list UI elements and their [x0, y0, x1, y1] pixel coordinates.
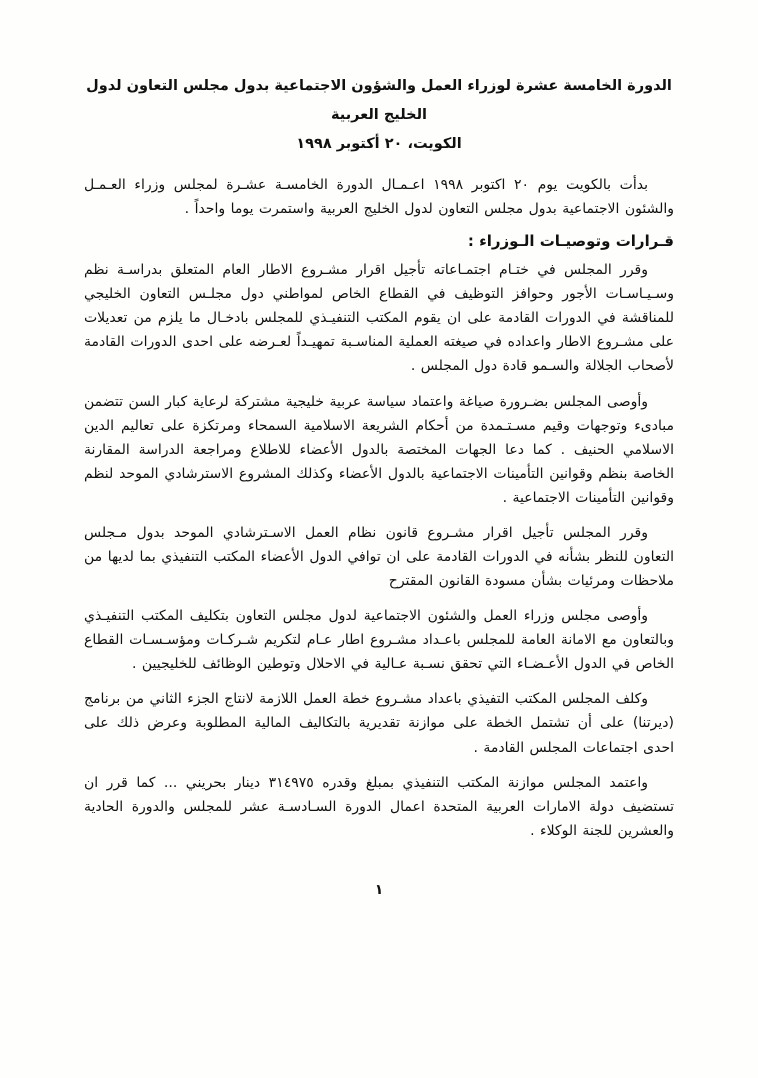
intro-paragraph: بدأت بالكويت يوم ٢٠ اكتوبر ١٩٩٨ اعـمـال الدورة الخامسـة عشـرة لمجلس وزراء العـمـل والشئون الاجتماعية بدول مجلس التعاون لدول الخليج العربية واستمرت يوما واحداً . — [84, 177, 674, 218]
title-line-1: الدورة الخامسة عشرة لوزراء العمل والشؤون الاجتماعية بدول مجلس التعاون لدول الخليج العربية — [86, 78, 672, 123]
body-paragraph-4: وأوصى مجلس وزراء العمل والشئون الاجتماعية لدول مجلس التعاون بتكليف المكتب التنفيـذي وبالتعاون مع الامانة العامة للمجلس باعـداد مشـروع اطار عـام لتكريم شـركـات ومؤسـسـات القطاع الخاص في الدول الأعـضـاء التي تحقق نسـبة عـالية في الاحلال وتوطين الوظائف للخليجيين . — [84, 608, 674, 673]
body-paragraph-5: وكلف المجلس المكتب التفيذي باعداد مشـروع خطة العمل اللازمة لانتاج الجزء الثاني من برنامج (ديرتنا) على أن تشتمل الخطة على موازنة تقديرية بالتكاليف المالية المطلوبة وعرض ذلك على احدى اجتماعات المجلس القادمة . — [84, 691, 674, 756]
body-paragraph-2: وأوصى المجلس بضـرورة صياغة واعتماد سياسة عربية خليجية مشتركة لرعاية كبار السن تتضمن مبادىء وتوجهات وقيم مسـتـمدة من أحكام الشريعة الاسلامية السمحاء ومرتكزة على تعاليم الدين الاسلامي الحنيف . كما دعا الجهات المختصة بالدول الأعضاء للاطلاع ومراجعة الدراسة المقارنة الخاصة بنظم وقوانين التأمينات الاجتماعية بالدول الأعضاء وكذلك المشروع الاسترشادي الموحد لنظم وقوانين التأمينات الاجتماعية . — [84, 393, 674, 506]
body-paragraph-1: وقرر المجلس في ختـام اجتمـاعاته تأجيل اقرار مشـروع الاطار العام المتعلق بدراسـة نظم وسـيـاسـات الأجور وحوافز التوظيف في القطاع الخاص لمواطني دول مجلـس التعاون الخليجي للمناقشة في الدورات القادمة على ان يقوم المكتب التنفيـذي للمجلس بادخـال ما يلزم من تعديلات على مشـروع الاطار واعداده في صيغته العملية المناسـبة تمهيـداً لعـرضه على احدى الدورات القادمة لأصحاب الجلالة والسـمو قادة دول المجلس . — [84, 262, 674, 375]
page-number: ١ — [374, 882, 384, 898]
document-title — [84, 72, 674, 159]
body-paragraph-3: وقرر المجلس تأجيل اقرار مشـروع قانون نظام العمل الاسـترشادي الموحد بدول مـجلس التعاون للنظر بشأنه في الدورات القادمة على ان توافي الدول الأعضاء المكتب التنفيذي بما لديها من ملاحظات ومرئيات بشأن مسودة القانون المقترح — [84, 524, 674, 590]
title-line-2: الكويت، ٢٠ أكتوبر ١٩٩٨ — [296, 136, 462, 152]
section-heading: قـرارات وتوصيـات الـوزراء : — [467, 232, 674, 251]
body-paragraph-6: واعتمد المجلس موازنة المكتب التنفيذي بمبلغ وقدره ٣١٤٩٧٥ دينار بحريني ... كما قرر ان تستضيف دولة الامارات العربية المتحدة اعمال الدورة السـادسـة عشر للمجلس والدورة الحادية والعشرين للجنة الوكلاء . — [84, 774, 674, 839]
